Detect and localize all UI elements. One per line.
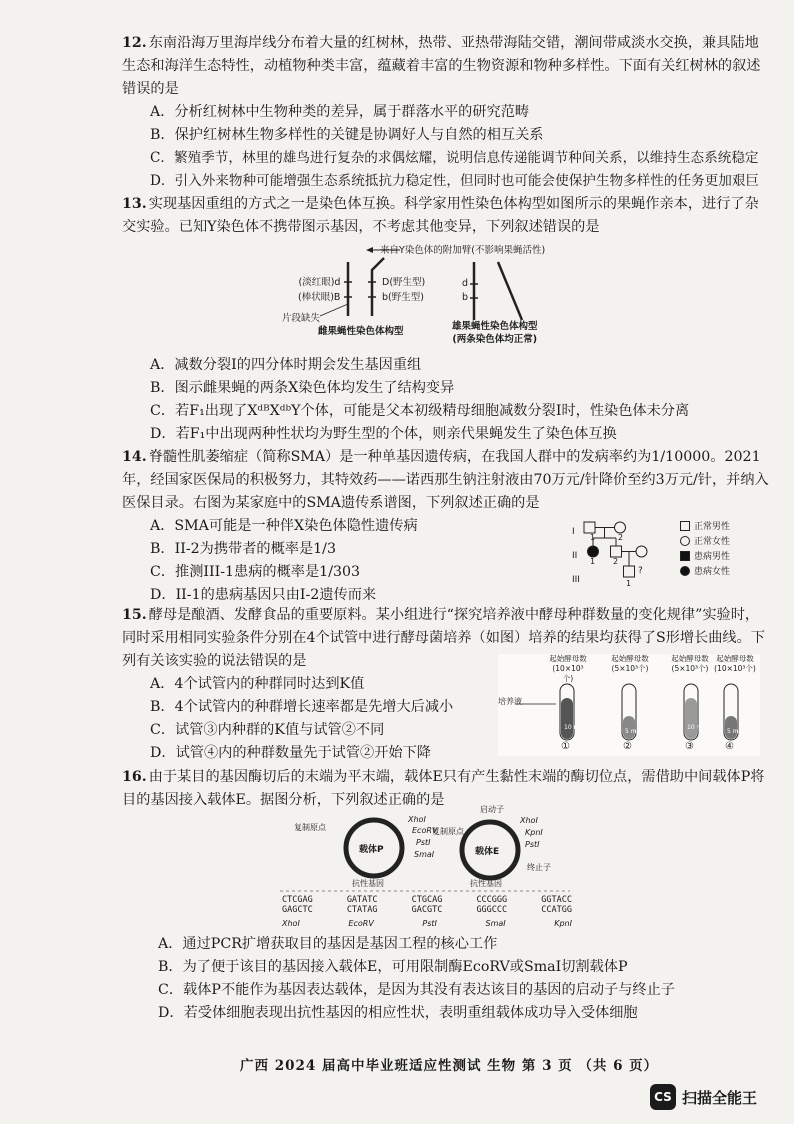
medium-label: 培养液 [498, 697, 522, 706]
female-right-genes [382, 275, 425, 305]
seq-top: GGTACC [541, 895, 572, 905]
option-a: A．SMA可能是一种伴X染色体隐性遗传病 [150, 518, 418, 534]
tube-3-header [670, 654, 710, 674]
tube-4-count: (10×10³个) [714, 664, 756, 673]
tube-3-volume: 10 mL [687, 724, 706, 731]
tube-3-count: (5×10³个) [671, 664, 709, 673]
tube-3-medium [685, 698, 697, 739]
question-16 [122, 766, 772, 812]
tube-1-count: (10×10³个) [552, 664, 584, 683]
question-stem: 酵母是酿酒、发酵食品的重要原料。某小组进行“探究培养液中酵母种群数量的变化规律”实验时，同时采用相同实验条件分别在4个试管中进行酵母菌培养（如图）培养的结果均获得了S形增长曲线。下列有关该实验的说法错误的是 [122, 607, 765, 669]
init-label: 起始酵母数 [716, 654, 754, 663]
tube-1-header [548, 654, 588, 684]
tube-4-num: ④ [725, 741, 734, 752]
option-d: D．若受体细胞表现出抗性基因的相应性状，表明重组载体成功导入受体细胞 [158, 1005, 638, 1021]
legend-label: 正常女性 [694, 537, 731, 547]
scanner-watermark [650, 1084, 757, 1110]
ind-num: 2 [613, 557, 619, 566]
question-12 [122, 32, 772, 193]
ind-II-3 [636, 546, 647, 557]
male-gene-d: d [462, 278, 469, 289]
scanner-name: 扫描全能王 [682, 1088, 758, 1107]
p-xho-label: XhoⅠ [408, 815, 426, 824]
question-13 [122, 193, 772, 239]
question-stem: 实现基因重组的方式之一是染色体互换。科学家用性染色体构型如图所示的果蝇作亲本，进行了杂交实验。已知Y染色体不携带图示基因，不考虑其他变异，下列叙述错误的是 [122, 196, 759, 235]
question-number: 13. [122, 196, 147, 212]
init-label: 起始酵母数 [611, 654, 649, 663]
unknown-mark: ? [638, 566, 643, 576]
p-pst-label: PstⅠ [416, 838, 431, 847]
question-number: 14. [122, 449, 147, 465]
question-number: 15. [122, 607, 147, 623]
y-arm-label: 来自Y染色体的附加臂(不影响果蝇活性) [380, 245, 546, 256]
enzyme-label: PstⅠ [422, 919, 437, 928]
plasmid-e-name: 载体E [475, 847, 500, 857]
legend-item [680, 548, 730, 563]
male-caption-line2: (两条染色体均正常) [452, 334, 538, 345]
ind-II-2 [611, 546, 622, 557]
seq-top: CCCGGG [476, 895, 508, 905]
seq-top-row [282, 895, 572, 905]
e-ori-label: 复制原点 [432, 827, 464, 836]
enzyme-row [282, 919, 572, 929]
option-b: B．II-2为携带者的概率是1/3 [150, 541, 336, 557]
tube-4-header [712, 654, 758, 674]
seq-bottom: CCATGG [541, 905, 572, 915]
tube-1-num: ① [561, 741, 570, 752]
seq-bottom: CTATAG [346, 905, 378, 915]
legend-item [680, 563, 730, 578]
gen-I: I [572, 527, 575, 537]
enzyme-label: SmaⅠ [485, 919, 506, 928]
e-pst-label: PstⅠ [525, 840, 540, 849]
question-stem: 东南沿海万里海岸线分布着大量的红树林，热带、亚热带海陆交错，潮间带咸淡水交换，兼具陆地生态和海洋生态特性，动植物种类丰富，蕴藏着丰富的生物资源和物种多样性。下面有关红树林的叙述错误的是 [122, 35, 761, 97]
plasmid-p-name: 载体P [359, 845, 384, 855]
option-d: D．试管④内的种群数量先于试管②开始下降 [150, 745, 431, 761]
legend-item [680, 533, 730, 548]
question-stem: 脊髓性肌萎缩症（简称SMA）是一种单基因遗传病，在我国人群中的发病率约为1/10000。2021年，经国家医保局的积极努力，其特效药——诺西那生钠注射液由70万元/针降价至约3万元/针，并纳入医保目录。右图为某家庭中的SMA遗传系谱图，下列叙述正确的是 [122, 449, 769, 511]
tube-2-count: (5×10³个) [611, 664, 649, 673]
option-d: D．引入外来物种可能增强生态系统抵抗力稳定性，但同时也可能会使保护生物多样性的任务更加艰巨 [150, 173, 760, 189]
option-c: C．试管③内种群的K值与试管②不同 [150, 722, 385, 738]
option-b: B．保护红树林生物多样性的关键是协调好人与自然的相互关系 [150, 127, 544, 143]
tube-4-volume: 5 mL [727, 728, 742, 735]
option-b: B．图示雌果蝇的两条X染色体均发生了结构变异 [150, 380, 455, 396]
option-b: B．为了便于该目的基因接入载体E，可用限制酶EcoRV或SmaI切割载体P [158, 959, 628, 975]
seq-bottom: GACGTC [411, 905, 443, 915]
e-terminator-label: 终止子 [527, 863, 551, 872]
gene-b-label: (棒状眼)B [298, 292, 341, 303]
p-ecorv-label: EcoRⅤ [412, 826, 438, 835]
option-b: B．4个试管内的种群增长速率都是先增大后减小 [150, 699, 454, 715]
deletion-label: 片段缺失 [282, 313, 321, 324]
tube-2-header [610, 654, 650, 674]
enzyme-label: KpnⅠ [554, 919, 572, 928]
circle-icon [680, 536, 690, 546]
male-gene-b: b [462, 292, 469, 303]
e-kpn-label: KpnⅠ [525, 828, 543, 837]
option-c: C．繁殖季节，林里的雄鸟进行复杂的求偶炫耀，说明信息传递能调节种间关系，以维持生态系统稳定 [150, 150, 759, 166]
p-resist-label: 抗性基因 [352, 879, 384, 888]
female-caption: 雌果蝇性染色体构型 [318, 326, 404, 337]
male-caption-line1: 雄果蝇性染色体构型 [452, 321, 538, 332]
ind-I-1 [584, 522, 595, 533]
ind-num: 2 [618, 533, 624, 542]
gene-d-label: (淡红眼)d [298, 277, 341, 288]
tube-2-num: ② [623, 741, 632, 752]
male-caption [452, 320, 538, 346]
sequence-panel [282, 895, 572, 929]
generation-labels [572, 520, 580, 592]
e-xho-label: XhoⅠ [520, 816, 538, 825]
option-a: A．通过PCR扩增获取目的基因是基因工程的核心工作 [158, 936, 498, 952]
option-d: D．II-1的患病基因只由I-2遗传而来 [150, 587, 377, 603]
arrow-head [366, 247, 373, 253]
ind-num: 1 [626, 579, 632, 588]
enzyme-label: EcoRⅤ [348, 919, 374, 928]
legend-item [680, 518, 730, 533]
square-icon [680, 521, 690, 531]
seq-top: GATATC [346, 895, 378, 905]
option-d: D．若F₁中出现两种性状均为野生型的个体，则亲代果蝇发生了染色体互换 [150, 426, 617, 442]
male-genes [462, 277, 468, 305]
tube-1-volume: 10 mL [564, 724, 583, 731]
page-footer: 广西 2024 届高中毕业班适应性测试 生物 第 3 页 （共 6 页） [240, 1058, 659, 1074]
seq-top: CTGCAG [411, 895, 443, 905]
p-sma-label: SmaⅠ [414, 850, 435, 859]
legend-label: 患病男性 [694, 552, 731, 562]
question-number: 16. [122, 769, 147, 785]
legend-label: 正常男性 [694, 522, 731, 532]
enzyme-label: XhoⅠ [282, 919, 300, 928]
ind-II-1 [588, 546, 599, 557]
question-14 [122, 446, 772, 607]
question-stem: 由于某目的基因酶切后的末端为平末端，载体E只有产生黏性末端的酶切位点，需借助中间载体P将目的基因接入载体E。据图分析，下列叙述正确的是 [122, 769, 765, 808]
male-y-chromosome [498, 262, 522, 320]
tube-1-medium [561, 698, 573, 739]
option-a: A．减数分裂Ⅰ的四分体时期会发生基因重组 [150, 357, 422, 373]
seq-bottom: GGGCCC [476, 905, 508, 915]
tube-2-volume: 5 mL [625, 728, 640, 735]
seq-top: CTCGAG [282, 895, 313, 905]
tube-3-num: ③ [685, 741, 694, 752]
question-13-options [122, 354, 772, 446]
gene-b-wild-label: b(野生型) [382, 292, 424, 303]
ind-num: 1 [590, 533, 596, 542]
filled-circle-icon [680, 566, 690, 576]
legend-label: 患病女性 [694, 567, 731, 577]
camscanner-logo-icon: CS [650, 1084, 676, 1110]
init-label: 起始酵母数 [671, 654, 709, 663]
option-a: A．4个试管内的种群同时达到K值 [150, 676, 365, 692]
init-label: 起始酵母数 [549, 654, 587, 663]
tube-figure [498, 654, 760, 756]
seq-bottom: GAGCTC [282, 905, 313, 915]
pedigree-chart [568, 518, 668, 588]
ind-III-1 [624, 566, 635, 577]
filled-square-icon [680, 551, 690, 561]
question-number: 12. [122, 35, 147, 51]
e-promoter-label: 启动子 [480, 805, 504, 814]
p-ori-label: 复制原点 [294, 823, 326, 832]
option-c: C．推测III-1患病的概率是1/303 [150, 564, 361, 580]
ind-I-2 [615, 522, 626, 533]
question-16-options [122, 933, 772, 1025]
female-left-genes [298, 275, 340, 305]
gen-III: III [572, 575, 580, 585]
option-c: C．载体P不能作为基因表达载体，是因为其没有表达该目的基因的启动子与终止子 [158, 982, 675, 998]
ind-num: 1 [590, 557, 596, 566]
e-resist-label: 抗性基因 [470, 879, 502, 888]
gen-II: II [572, 551, 578, 561]
gene-D-label: D(野生型) [382, 277, 426, 288]
deletion-pointer [320, 304, 348, 316]
option-c: C．若F₁出现了XᵈᴮXᵈᵇY个体，可能是父本初级精母细胞减数分裂Ⅰ时，性染色体未分离 [150, 403, 690, 419]
option-a: A．分析红树林中生物种类的差异，属于群落水平的研究范畴 [150, 104, 530, 120]
seq-bottom-row [282, 905, 572, 915]
pedigree-legend [680, 518, 730, 578]
